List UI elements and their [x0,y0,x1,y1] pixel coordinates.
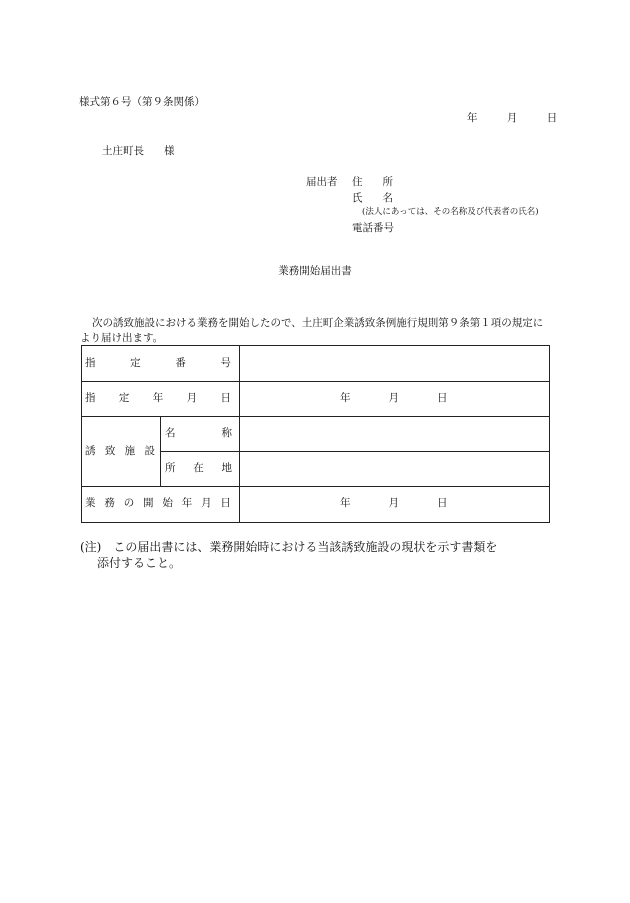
facility-name-value[interactable] [242,428,545,442]
facility-name-label [165,428,232,439]
row-business-start-date-label [85,498,231,509]
label-char: 日 [220,497,231,509]
document-title: 業務開始届出書 [278,265,352,277]
facility-group-label [85,446,155,457]
label-char: 在 [193,462,204,474]
label-char: 設 [144,445,155,457]
label-char: 定 [118,392,130,404]
label-char: 地 [221,462,232,474]
row-designation-number-label [85,358,231,369]
facility-location-label [165,463,232,474]
label-char: 指 [85,392,96,404]
table-rule-2 [82,416,549,417]
label-char: 称 [221,427,232,439]
form-number: 様式第６号（第９条関係） [79,96,205,108]
label-char: 始 [162,497,173,509]
note-prefix: (注) [80,540,102,554]
date-year: 年 [467,112,478,124]
value-year: 年 [340,392,351,404]
label-char: 誘 [85,445,96,457]
row-designation-date-value[interactable] [340,393,448,404]
date-day: 日 [546,112,558,124]
value-day: 日 [437,497,448,509]
document-body: 次の誘致施設における業務を開始したので、土庄町企業誘致条例施行規則第９条第１項の規定により届け出ます。 [80,317,544,344]
table-divider-main [239,346,240,522]
value-month: 月 [388,392,399,404]
label-char: 致 [104,445,116,457]
table-rule-3 [160,451,549,452]
label-char: の [123,497,135,509]
table-rule-1 [82,381,549,382]
label-char: 施 [124,445,136,457]
facility-location-value[interactable] [242,463,545,477]
label-char: 年 [152,392,164,404]
corp-note: (法人にあっては、その名称及び代表者の氏名) [362,207,539,217]
date-month: 月 [506,112,518,124]
note-text-1: この届出書には、業務開始時における当該誘致施設の現状を示す書類を [113,540,498,554]
row-designation-number-value[interactable] [242,358,545,372]
label-char: 月 [201,497,212,509]
note-line-1 [80,541,497,553]
label-char: 定 [130,357,141,369]
address-label [352,177,393,188]
note-line-2: 添付すること。 [97,556,182,570]
name-label [352,193,393,204]
notification-table [81,345,550,523]
notifier-label: 届出者 [306,176,338,188]
label-char: 号 [220,357,231,369]
header-date [467,113,557,124]
addressee-name: 土庄町長 [102,145,144,157]
table-rule-4 [82,486,549,487]
row-business-start-date-value[interactable] [340,498,448,509]
phone-label: 電話番号 [352,222,394,234]
addressee-honorific: 様 [164,145,175,157]
value-day: 日 [437,392,448,404]
name-label-2: 名 [382,192,393,204]
label-char: 日 [220,392,231,404]
label-char: 指 [85,357,96,369]
label-char: 名 [165,427,176,439]
value-year: 年 [340,497,351,509]
addressee [102,146,175,157]
address-label-2: 所 [382,176,393,188]
label-char: 番 [175,357,186,369]
address-label-1: 住 [352,176,363,188]
value-month: 月 [388,497,399,509]
label-char: 業 [85,497,96,509]
label-char: 務 [104,497,115,509]
label-char: 月 [186,392,198,404]
label-char: 年 [181,497,193,509]
label-char: 開 [143,497,154,509]
row-designation-date-label [85,393,231,404]
label-char: 所 [165,462,176,474]
name-label-1: 氏 [352,192,363,204]
